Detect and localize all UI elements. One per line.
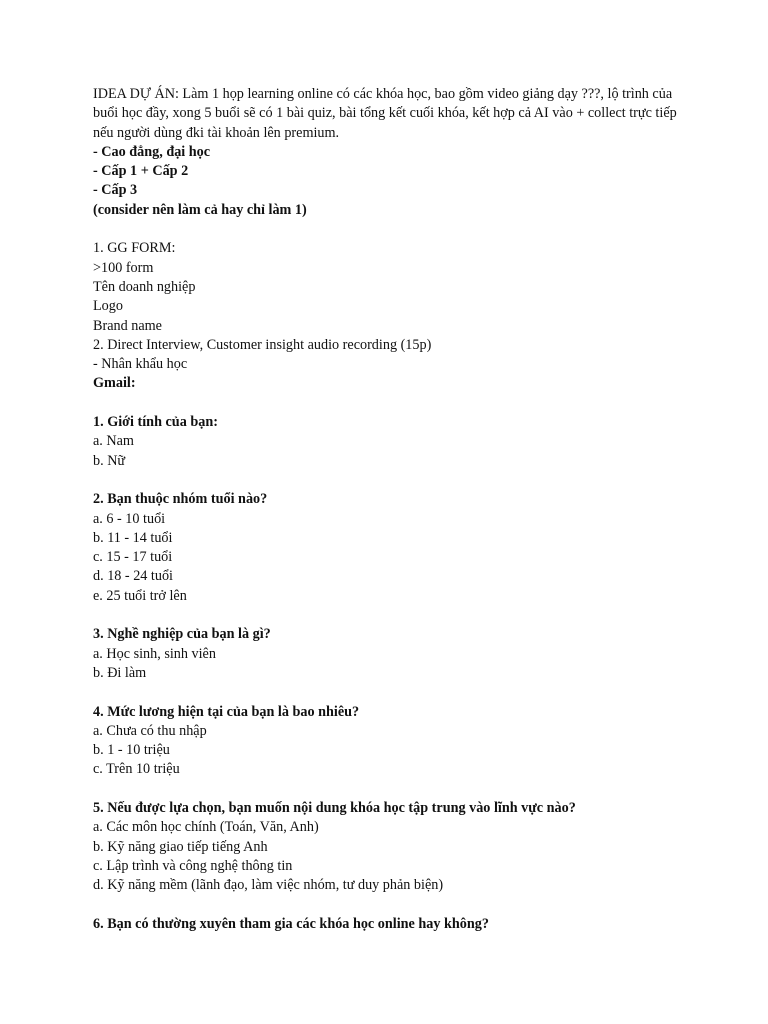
answer-option: c. Lập trình và công nghệ thông tin: [93, 857, 293, 874]
plan-section: [93, 239, 693, 393]
spacer: [93, 895, 693, 914]
question-1: [93, 413, 693, 471]
plan-line: 2. Direct Interview, Customer insight audio recording (15p): [93, 336, 432, 353]
spacer: [93, 780, 693, 799]
question-title: 5. Nếu được lựa chọn, bạn muốn nội dung khóa học tập trung vào lĩnh vực nào?: [93, 799, 576, 816]
plan-line: Logo: [93, 298, 123, 315]
answer-option: b. 1 - 10 triệu: [93, 742, 170, 759]
level-item: - Cấp 3: [93, 182, 138, 199]
plan-line: Brand name: [93, 317, 162, 334]
question-title: 3. Nghề nghiệp của bạn là gì?: [93, 626, 271, 643]
project-idea-paragraph: IDEA DỰ ÁN: Làm 1 họp learning online có các khóa học, bao gồm video giảng dạy ???, lộ trình của buổi học đầy, xong 5 buổi sẽ có 1 bài quiz, bài tổng kết cuối khóa, kết hợp cả AI vào + collect trực tiếp nếu người dùng đki tài khoản lên premium.: [93, 86, 677, 141]
spacer: [93, 394, 693, 413]
intro-section: [93, 85, 693, 220]
question-4: [93, 703, 693, 780]
answer-option: b. Kỹ năng giao tiếp tiếng Anh: [93, 838, 268, 855]
question-title: 4. Mức lương hiện tại của bạn là bao nhiêu?: [93, 703, 360, 720]
answer-option: c. Trên 10 triệu: [93, 761, 180, 778]
question-5: [93, 799, 693, 895]
plan-line: Tên doanh nghiệp: [93, 278, 196, 295]
plan-line: 1. GG FORM:: [93, 240, 176, 257]
answer-option: a. Học sinh, sinh viên: [93, 645, 216, 662]
spacer: [93, 471, 693, 490]
answer-option: d. Kỹ năng mềm (lãnh đạo, làm việc nhóm, tư duy phản biện): [93, 877, 444, 894]
gmail-label: Gmail:: [93, 375, 136, 392]
answer-option: e. 25 tuổi trở lên: [93, 587, 187, 604]
answer-option: a. 6 - 10 tuổi: [93, 510, 166, 527]
answer-option: a. Nam: [93, 433, 134, 450]
spacer: [93, 606, 693, 625]
question-title: 1. Giới tính của bạn:: [93, 414, 218, 431]
document-page: [93, 85, 693, 934]
answer-option: a. Các môn học chính (Toán, Văn, Anh): [93, 819, 319, 836]
question-3: [93, 625, 693, 683]
answer-option: c. 15 - 17 tuổi: [93, 549, 173, 566]
answer-option: b. Nữ: [93, 452, 126, 469]
question-title: 6. Bạn có thường xuyên tham gia các khóa học online hay không?: [93, 915, 489, 932]
answer-option: b. 11 - 14 tuổi: [93, 529, 173, 546]
spacer: [93, 683, 693, 702]
answer-option: a. Chưa có thu nhập: [93, 722, 207, 739]
spacer: [93, 220, 693, 239]
level-item: - Cấp 1 + Cấp 2: [93, 163, 189, 180]
question-title: 2. Bạn thuộc nhóm tuổi nào?: [93, 491, 268, 508]
answer-option: b. Đi làm: [93, 664, 147, 681]
consider-note: (consider nên làm cả hay chỉ làm 1): [93, 201, 307, 218]
question-2: [93, 490, 693, 606]
question-6: [93, 915, 693, 934]
plan-line: >100 form: [93, 259, 154, 276]
answer-option: d. 18 - 24 tuổi: [93, 568, 173, 585]
level-item: - Cao đẳng, đại học: [93, 143, 211, 160]
plan-line: - Nhân khẩu học: [93, 356, 188, 373]
